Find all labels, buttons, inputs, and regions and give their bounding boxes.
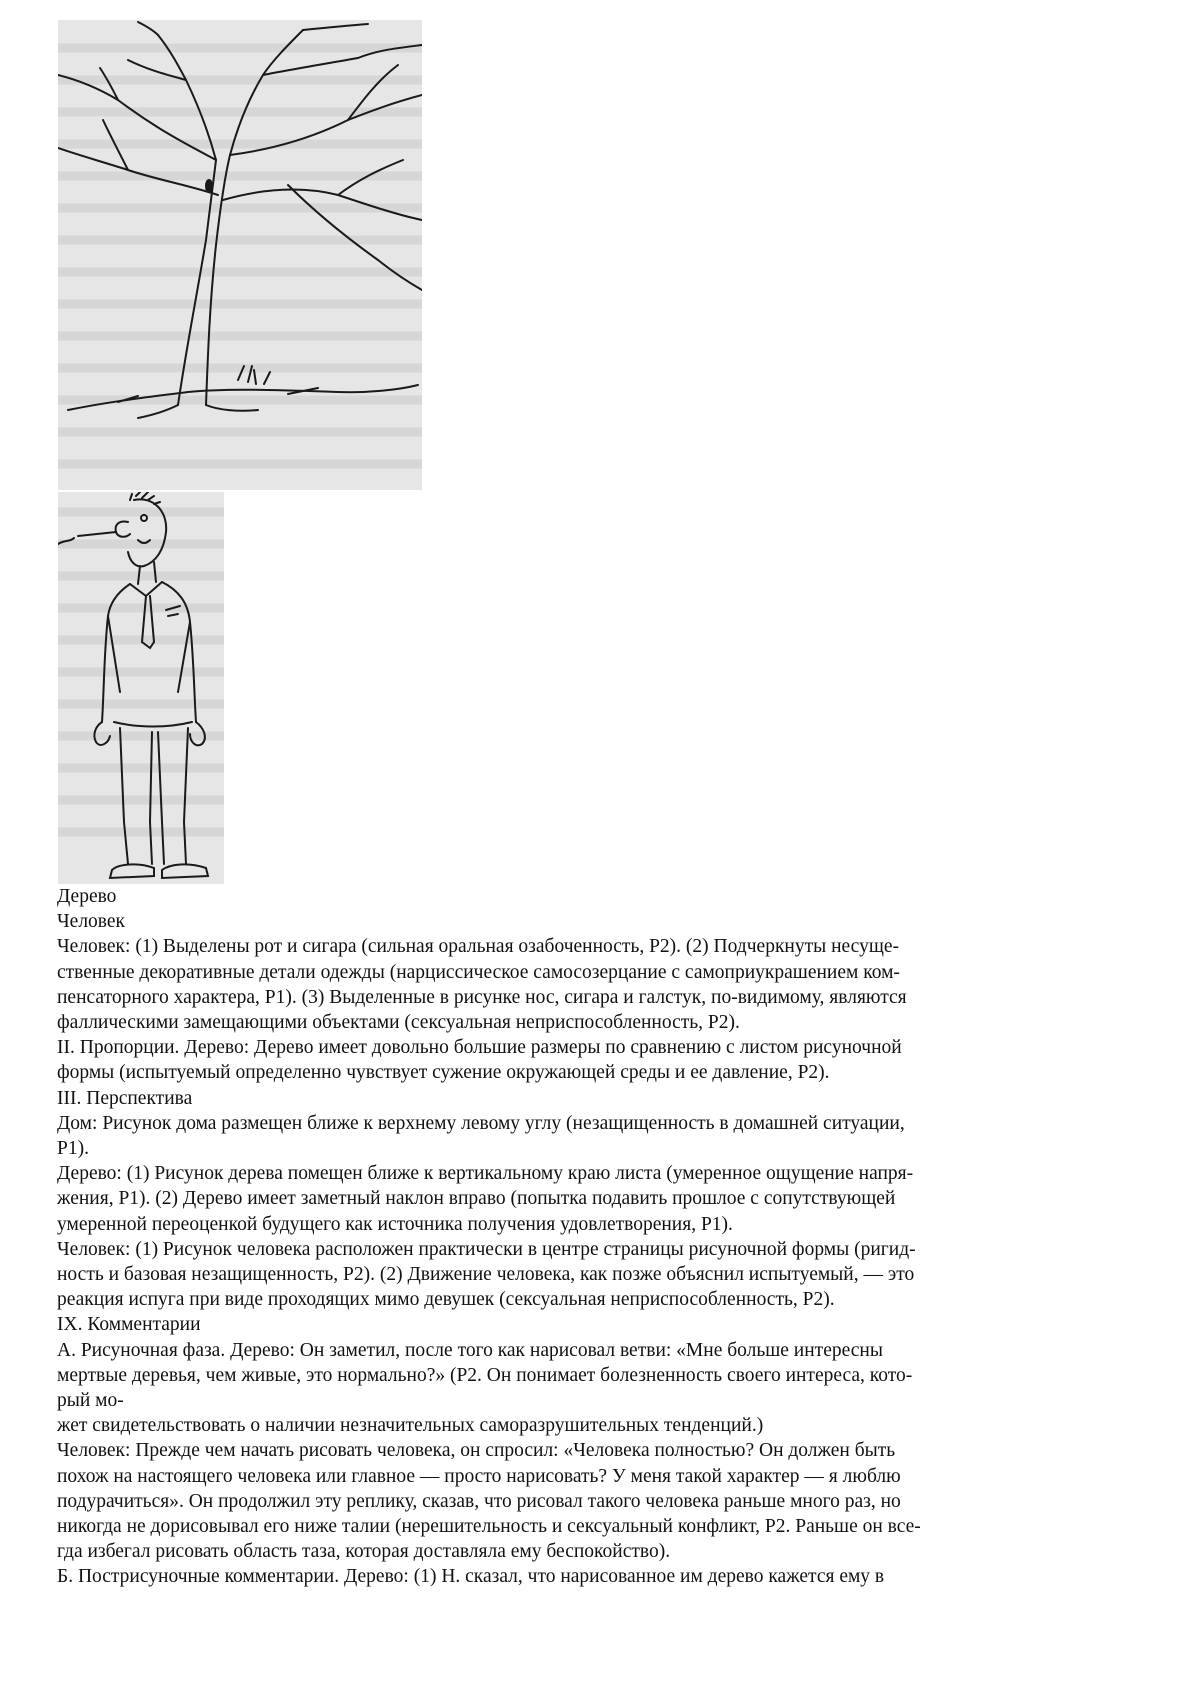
text-line: похож на настоящего человека или главное — просто нарисовать? У меня такой характер — я люблю <box>57 1465 901 1487</box>
text-line: Р1). <box>57 1138 89 1160</box>
text-line: Человек: Прежде чем начать рисовать человека, он спросил: «Человека полностью? Он должен быть <box>57 1440 896 1462</box>
text-line: умеренной переоценкой будущего как источника получения удовлетворения, Р1). <box>57 1213 733 1235</box>
text-line: ность и базовая незащищенность, Р2). (2) Движение человека, как позже объяснил испытуемый, — это <box>57 1264 915 1286</box>
text-line: ственные декоративные детали одежды (нарциссическое самосозерцание с самоприукрашением ком- <box>57 961 900 983</box>
text-line: мертвые деревья, чем живые, это нормально?» (Р2. Он понимает болезненность своего интереса, кото- <box>57 1364 913 1386</box>
caption-man: Человек <box>57 911 126 933</box>
text-line: Человек: (1) Рисунок человека расположен практически в центре страницы рисуночной формы (ригид- <box>57 1238 916 1260</box>
section-proportions: II. Пропорции. Дерево: Дерево имеет довольно большие размеры по сравнению с листом рисуночной <box>57 1037 902 1059</box>
text-line: реакция испуга при виде проходящих мимо девушек (сексуальная неприспособленность, Р2). <box>57 1289 835 1311</box>
tree-figure <box>58 20 422 490</box>
text-line: фаллическими замещающими объектами (сексуальная неприспособленность, Р2). <box>57 1012 740 1034</box>
text-line: Б. Пострисуночные комментарии. Дерево: (1) Н. сказал, что нарисованное им дерево кажется ему в <box>57 1566 885 1588</box>
text-line: никогда не дорисовывал его ниже талии (нерешительность и сексуальный конфликт, Р2. Раньше он все- <box>57 1516 921 1538</box>
text-line: гда избегал рисовать область таза, которая доставляла ему беспокойство). <box>57 1541 671 1563</box>
text-line: Дом: Рисунок дома размещен ближе к верхнему левому углу (незащищенность в домашней ситуации, <box>57 1112 905 1134</box>
caption-tree: Дерево <box>57 886 117 907</box>
man-drawing-icon <box>58 492 224 884</box>
text-line: Человек: (1) Выделены рот и сигара (сильная оральная озабоченность, Р2). (2) Подчеркнуты несуще- <box>57 936 899 958</box>
section-perspective: III. Перспектива <box>57 1087 193 1109</box>
text-line: Дерево: (1) Рисунок дерева помещен ближе к вертикальному краю листа (умеренное ощущение напря- <box>57 1163 914 1185</box>
text-line: подурачиться». Он продолжил эту реплику, сказав, что рисовал такого человека раньше много раз, но <box>57 1490 901 1512</box>
text-line: жения, Р1). (2) Дерево имеет заметный наклон вправо (попытка подавить прошлое с сопутствующей <box>57 1188 896 1210</box>
document-text <box>57 884 1167 1590</box>
text-line: пенсаторного характера, Р1). (3) Выделенные в рисунке нос, сигара и галстук, по-видимому, являются <box>57 986 907 1008</box>
text-line: формы (испытуемый определенно чувствует сужение окружающей среды и ее давление, Р2). <box>57 1062 830 1084</box>
text-line: А. Рисуночная фаза. Дерево: Он заметил, после того как нарисовал ветви: «Мне больше интересны <box>57 1339 883 1361</box>
text-line: жет свидетельствовать о наличии незначительных саморазрушительных тенденций.) <box>57 1415 764 1437</box>
text-line: рый мо- <box>57 1390 124 1412</box>
tree-drawing-icon <box>58 20 422 490</box>
section-comments: IX. Комментарии <box>57 1314 201 1336</box>
man-figure <box>58 492 224 884</box>
